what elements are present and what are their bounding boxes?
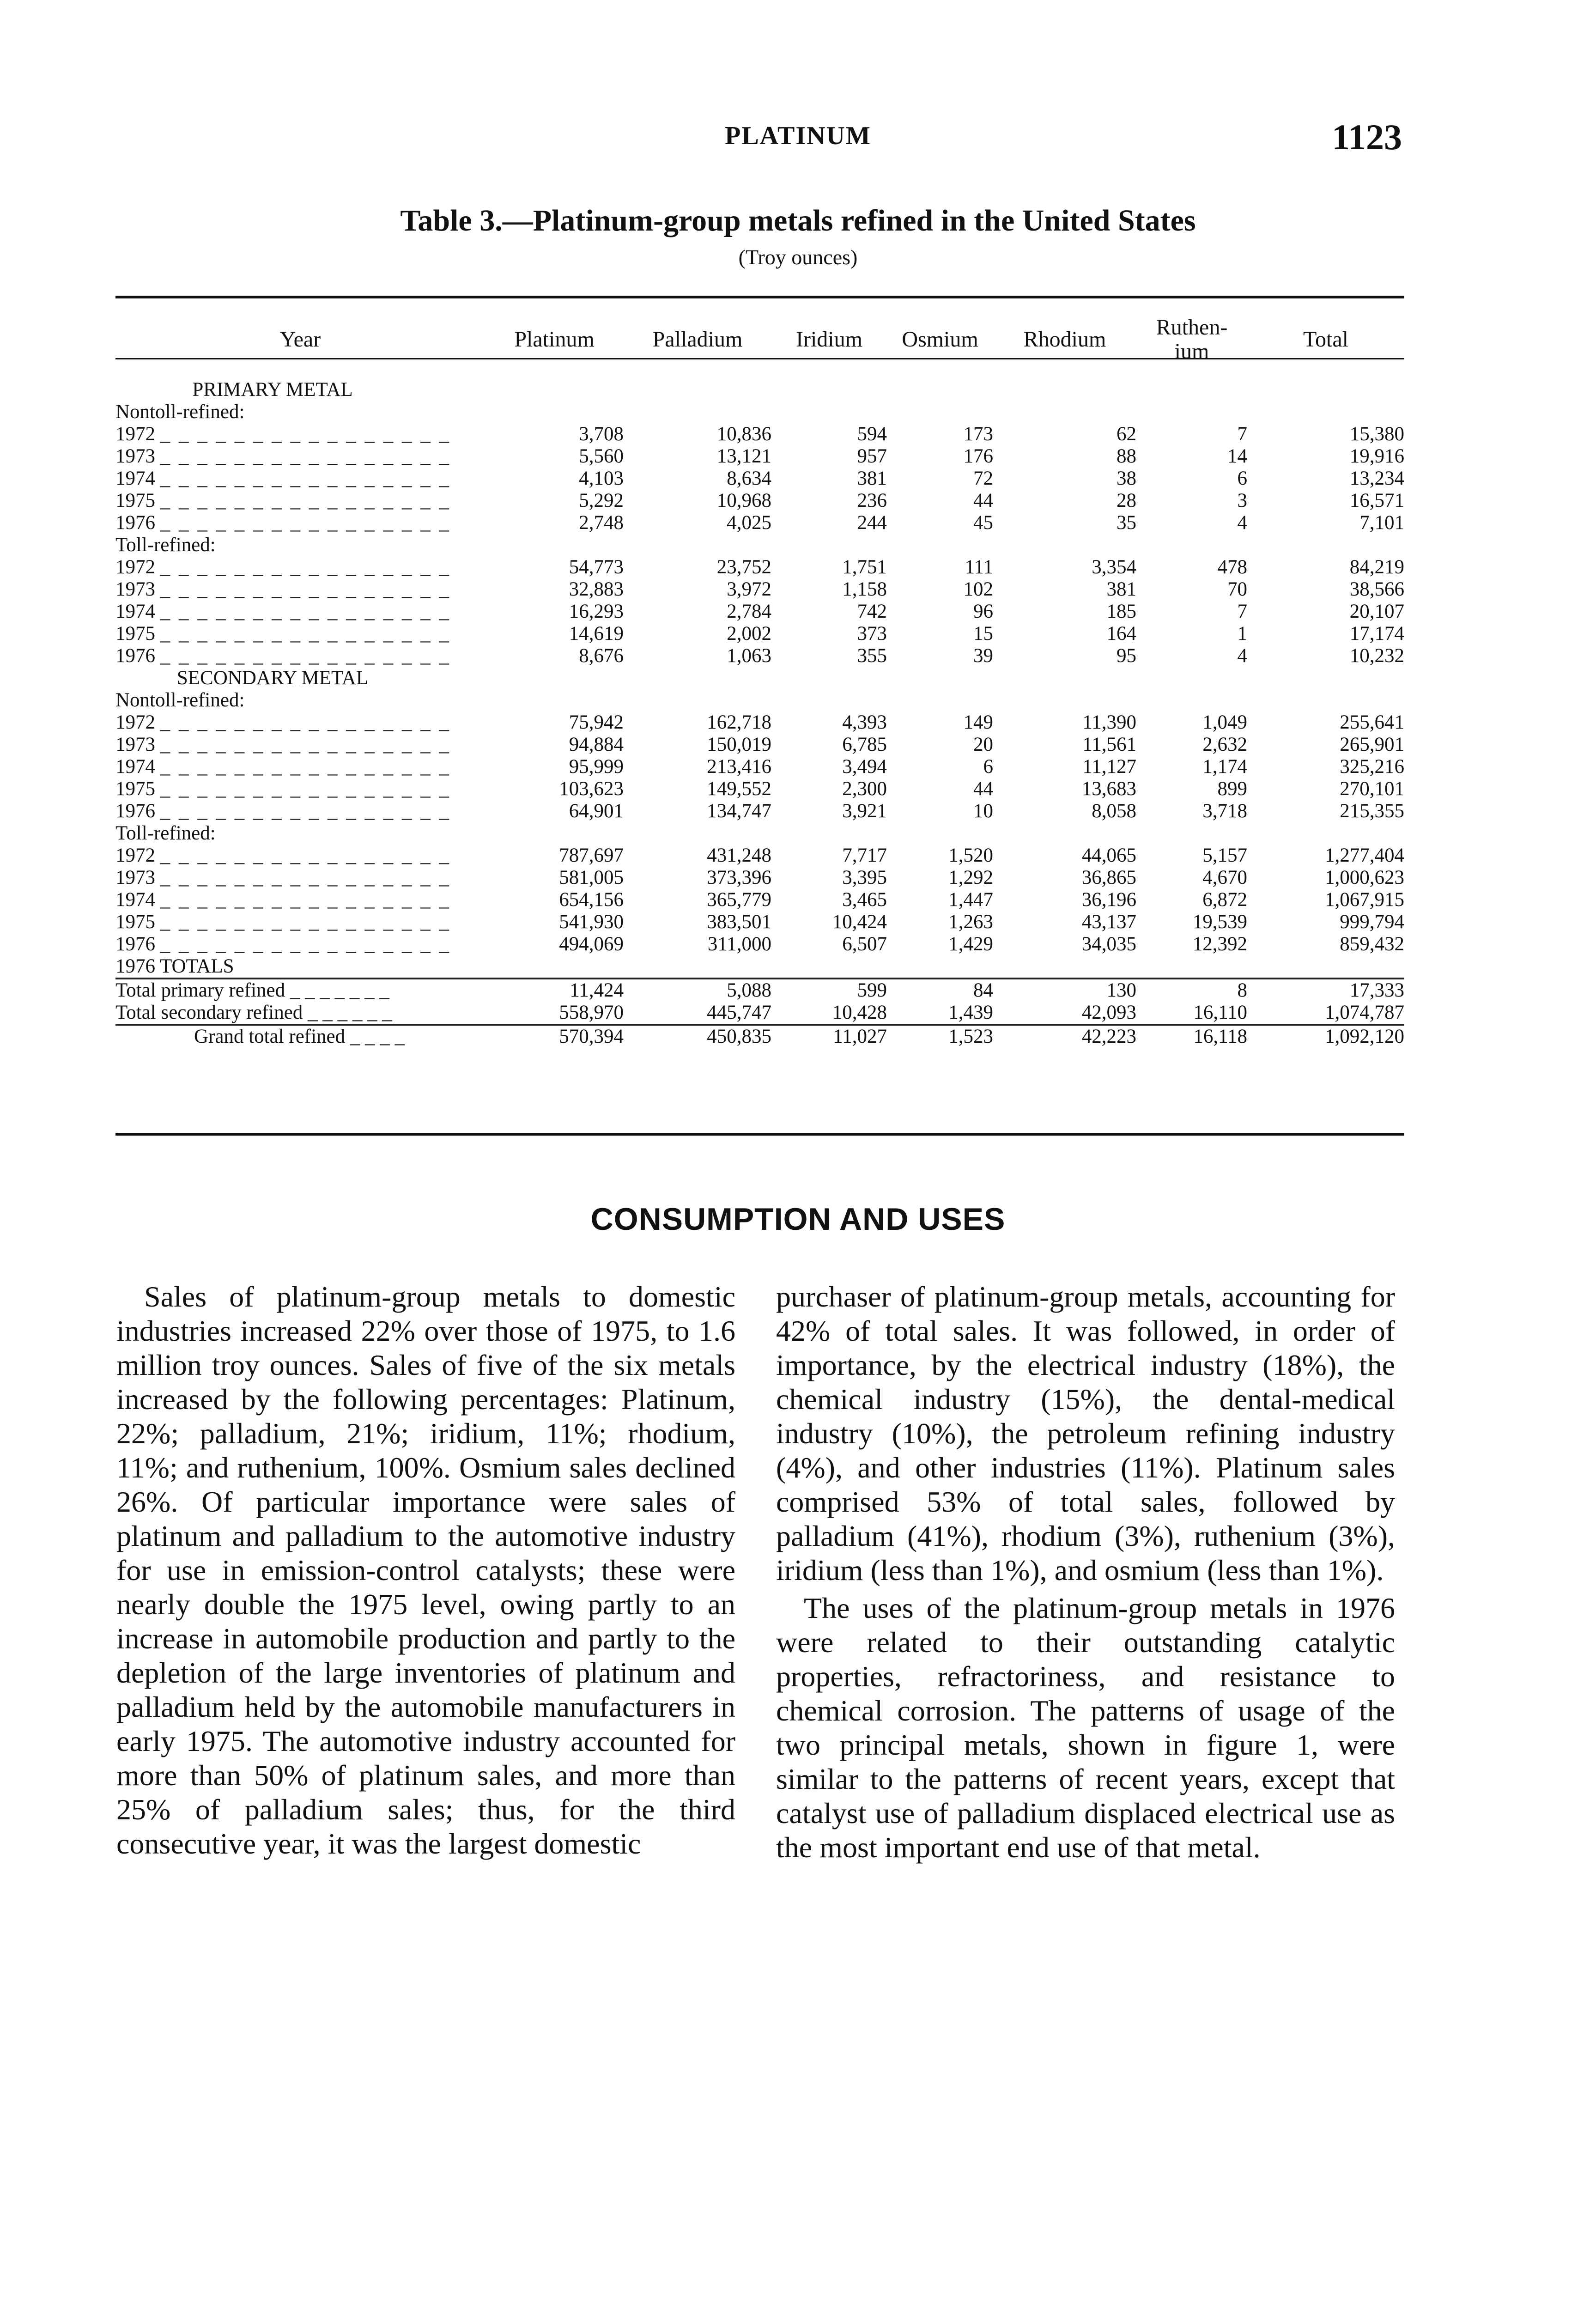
year-value: 1974 [115, 468, 155, 489]
value-cell: 1,063 [727, 645, 771, 667]
year-cell [115, 623, 485, 645]
table-header-row [115, 314, 1404, 365]
value-cell: 16,571 [1349, 490, 1404, 511]
dot-leader: _ _ _ _ _ _ _ _ _ _ _ _ _ _ _ _ [160, 756, 451, 778]
group-heading: Nontoll-refined: [115, 401, 245, 423]
platinum-group-table [115, 314, 1404, 1048]
table-row [115, 756, 1404, 778]
dot-leader: _ _ _ _ _ _ _ _ _ _ _ _ _ _ _ _ [160, 800, 451, 822]
value-cell: 111 [965, 556, 993, 578]
value-cell: 859,432 [1340, 933, 1404, 955]
value-cell: 450,835 [624, 1025, 771, 1048]
value-cell: 39 [973, 645, 993, 667]
grand-total-label-cell [115, 1025, 485, 1048]
dot-leader: _ _ _ _ _ _ _ [290, 979, 389, 1001]
value-cell: 383,501 [707, 911, 771, 933]
value-cell: 3,354 [1092, 556, 1136, 578]
value-cell: 162,718 [707, 711, 771, 733]
year-value: 1972 [115, 423, 155, 445]
value-cell: 16,110 [1193, 1002, 1247, 1023]
value-cell: 1,000,623 [1325, 867, 1404, 888]
totals-heading-row [115, 955, 1404, 979]
value-cell: 787,697 [559, 845, 624, 866]
table-row [115, 845, 1404, 867]
year-cell [115, 756, 485, 778]
value-cell: 6,785 [842, 734, 887, 755]
year-cell [115, 445, 485, 468]
value-cell: 3,494 [842, 756, 887, 778]
year-cell [115, 601, 485, 623]
dot-leader: _ _ _ _ _ _ _ _ _ _ _ _ _ _ _ _ [160, 601, 451, 622]
value-cell: 6 [983, 756, 993, 778]
total-row [115, 1002, 1404, 1025]
dot-leader: _ _ _ _ _ _ _ _ _ _ _ _ _ _ _ _ [160, 445, 451, 467]
body-column-left [116, 1280, 735, 1861]
value-cell: 10,428 [832, 1002, 887, 1023]
group-heading: Nontoll-refined: [115, 689, 245, 711]
col-header-year: Year [279, 327, 321, 352]
group-heading-row [115, 822, 1404, 845]
table-row [115, 889, 1404, 911]
value-cell: 130 [993, 979, 1136, 1002]
value-cell: 381 [1106, 578, 1136, 600]
dot-leader: _ _ _ _ _ _ [308, 1002, 392, 1023]
year-cell [115, 933, 485, 955]
year-value: 1973 [115, 578, 155, 600]
value-cell: 5,560 [579, 445, 624, 467]
value-cell: 102 [963, 578, 993, 600]
value-cell: 15 [973, 623, 993, 644]
dot-leader: _ _ _ _ _ _ _ _ _ _ _ _ _ _ _ _ [160, 933, 451, 955]
value-cell: 8,676 [579, 645, 624, 667]
value-cell: 570,394 [485, 1025, 624, 1048]
total-label-cell [115, 979, 485, 1002]
year-value: 1976 [115, 512, 155, 534]
year-value: 1974 [115, 756, 155, 778]
page-number: 1123 [1332, 117, 1402, 157]
paragraph: purchaser of platinum-group metals, accounting for 42% of total sales. It was followed, in order of importance, by the electrical industry (18%), the chemical industry (15%), the dental-medical industry (10%), the petroleum refining industry (4%), and other industries (11%). Platinum sales comprised 53% of total sales, followed by palladium (41%), rhodium (3%), ruthenium (3%), iridium (less than 1%), and osmium (less than 1%). [776, 1280, 1395, 1587]
value-cell: 1,447 [948, 889, 993, 911]
paragraph: Sales of platinum-group metals to domestic industries increased 22% over those of 1975, to 1.6 million troy ounces. Sales of five of the six metals increased by the following percentages: Platinum, 22%; palladium, 21%; iridium, 11%; rhodium, 11%; and ruthenium, 100%. Osmium sales declined 26%. Of particular importance were sales of platinum and palladium to the automotive industry for use in emission-control catalysts; these were nearly double the 1975 level, owing partly to an increase in automobile production and partly to the depletion of the large inventories of platinum and palladium held by the automobile manufacturers in early 1975. The automotive industry accounted for more than 50% of platinum sales, and more than 25% of palladium sales; thus, for the third consecutive year, it was the largest domestic [116, 1280, 735, 1860]
value-cell: 373 [857, 623, 887, 644]
col-header-rhodium: Rhodium [1023, 327, 1106, 352]
table-title: Table 3.—Platinum-group metals refined in the United States [400, 204, 1196, 237]
table-row [115, 556, 1404, 578]
value-cell: 213,416 [707, 756, 771, 778]
running-title: PLATINUM [725, 122, 871, 150]
total-row [115, 979, 1404, 1002]
value-cell: 36,196 [1081, 889, 1136, 911]
value-cell: 75,942 [569, 711, 624, 733]
value-cell: 10,836 [716, 423, 771, 445]
table-row [115, 800, 1404, 822]
table-row [115, 490, 1404, 512]
value-cell: 44 [973, 490, 993, 511]
col-header-iridium: Iridium [796, 327, 862, 352]
table-row [115, 578, 1404, 601]
table-bottom-rule [115, 1133, 1404, 1136]
value-cell: 215,355 [1340, 800, 1404, 822]
value-cell: 134,747 [707, 800, 771, 822]
value-cell: 541,930 [559, 911, 624, 933]
value-cell: 3,921 [842, 800, 887, 822]
value-cell: 19,916 [1349, 445, 1404, 467]
value-cell: 1,092,120 [1247, 1025, 1404, 1048]
value-cell: 54,773 [569, 556, 624, 578]
value-cell: 17,174 [1349, 623, 1404, 644]
value-cell: 1,429 [948, 933, 993, 955]
value-cell: 10,232 [1349, 645, 1404, 667]
value-cell: 44,065 [1081, 845, 1136, 866]
value-cell: 94,884 [569, 734, 624, 755]
value-cell: 4,670 [1202, 867, 1247, 888]
table-row [115, 867, 1404, 889]
value-cell: 42,093 [1081, 1002, 1136, 1023]
col-header-platinum: Platinum [514, 327, 595, 352]
year-cell [115, 423, 485, 445]
section-heading: SECONDARY METAL [176, 667, 369, 689]
year-value: 1975 [115, 911, 155, 933]
value-cell: 84,219 [1349, 556, 1404, 578]
value-cell: 42,223 [993, 1025, 1136, 1048]
value-cell: 478 [1217, 556, 1247, 578]
year-cell [115, 734, 485, 756]
value-cell: 1,292 [948, 867, 993, 888]
value-cell: 150,019 [707, 734, 771, 755]
value-cell: 355 [857, 645, 887, 667]
value-cell: 270,101 [1340, 778, 1404, 800]
value-cell: 6,872 [1202, 889, 1247, 911]
value-cell: 1,174 [1202, 756, 1247, 778]
dot-leader: _ _ _ _ _ _ _ _ _ _ _ _ _ _ _ _ [160, 778, 451, 800]
value-cell: 164 [1106, 623, 1136, 644]
dot-leader: _ _ _ _ _ _ _ _ _ _ _ _ _ _ _ _ [160, 423, 451, 445]
value-cell: 32,883 [569, 578, 624, 600]
value-cell: 6 [1237, 468, 1247, 489]
value-cell: 4 [1237, 512, 1247, 534]
value-cell: 594 [857, 423, 887, 445]
value-cell: 176 [963, 445, 993, 467]
year-cell [115, 778, 485, 800]
value-cell: 1,158 [842, 578, 887, 600]
value-cell: 38,566 [1349, 578, 1404, 600]
value-cell: 70 [1227, 578, 1247, 600]
grand-total-row [115, 1025, 1404, 1048]
value-cell: 5,088 [624, 979, 771, 1002]
col-header-ruthenium [1136, 314, 1247, 365]
value-cell: 957 [857, 445, 887, 467]
value-cell: 3,395 [842, 867, 887, 888]
year-cell [115, 556, 485, 578]
col-header-osmium: Osmium [902, 327, 978, 352]
value-cell: 2,784 [727, 601, 771, 622]
value-cell: 1,277,404 [1325, 845, 1404, 866]
value-cell: 494,069 [559, 933, 624, 955]
value-cell: 19,539 [1192, 911, 1247, 933]
value-cell: 45 [973, 512, 993, 534]
group-heading-row [115, 534, 1404, 556]
value-cell: 72 [973, 468, 993, 489]
value-cell: 365,779 [707, 889, 771, 911]
value-cell: 1,049 [1202, 711, 1247, 733]
value-cell: 103,623 [559, 778, 624, 800]
value-cell: 11,127 [1082, 756, 1136, 778]
col-header-palladium: Palladium [652, 327, 743, 352]
value-cell: 373,396 [707, 867, 771, 888]
value-cell: 95,999 [569, 756, 624, 778]
year-cell [115, 468, 485, 490]
value-cell: 34,035 [1081, 933, 1136, 955]
value-cell: 7,101 [1359, 512, 1404, 534]
value-cell: 1,751 [842, 556, 887, 578]
dot-leader: _ _ _ _ _ _ _ _ _ _ _ _ _ _ _ _ [160, 711, 451, 733]
table-row [115, 468, 1404, 490]
year-cell [115, 645, 485, 667]
value-cell: 1 [1237, 623, 1247, 644]
value-cell: 742 [857, 601, 887, 622]
year-cell [115, 711, 485, 734]
value-cell: 6,507 [842, 933, 887, 955]
section-heading-row [115, 379, 1404, 401]
value-cell: 14 [1227, 445, 1247, 467]
value-cell: 11,027 [771, 1025, 887, 1048]
value-cell: 8,058 [1092, 800, 1136, 822]
table-top-rule [115, 296, 1404, 298]
table-row [115, 423, 1404, 445]
dot-leader: _ _ _ _ _ _ _ _ _ _ _ _ _ _ _ _ [160, 623, 451, 644]
year-cell [115, 867, 485, 889]
spacer-row [115, 365, 1404, 379]
year-value: 1976 [115, 800, 155, 822]
total-label-cell [115, 1002, 485, 1025]
year-value: 1974 [115, 601, 155, 622]
value-cell: 899 [1217, 778, 1247, 800]
group-heading-row [115, 401, 1404, 423]
value-cell: 5,157 [1202, 845, 1247, 866]
value-cell: 62 [1117, 423, 1136, 445]
year-value: 1975 [115, 490, 155, 511]
col-header-total: Total [1303, 327, 1348, 352]
year-cell [115, 889, 485, 911]
value-cell: 4,025 [727, 512, 771, 534]
value-cell: 15,380 [1349, 423, 1404, 445]
table-units: (Troy ounces) [738, 245, 858, 269]
col-header-ruthenium-line1: Ruthen- [1156, 315, 1228, 340]
dot-leader: _ _ _ _ _ _ _ _ _ _ _ _ _ _ _ _ [160, 578, 451, 600]
total-label: Total secondary refined [115, 1002, 303, 1023]
year-value: 1972 [115, 556, 155, 578]
grand-total-label: Grand total refined [194, 1026, 346, 1047]
value-cell: 10 [973, 800, 993, 822]
value-cell: 2,002 [727, 623, 771, 644]
value-cell: 3,708 [579, 423, 624, 445]
value-cell: 1,074,787 [1325, 1002, 1404, 1023]
value-cell: 173 [963, 423, 993, 445]
value-cell: 431,248 [707, 845, 771, 866]
value-cell: 8 [1136, 979, 1247, 1002]
value-cell: 3,972 [727, 578, 771, 600]
paragraph: The uses of the platinum-group metals in 1976 were related to their outstanding catalytic properties, refractoriness, and resistance to chemical corrosion. The patterns of usage of the two principal metals, shown in figure 1, were similar to the patterns of recent years, except that catalyst use of palladium displaced electrical use as the most important end use of that metal. [776, 1592, 1395, 1864]
value-cell: 581,005 [559, 867, 624, 888]
year-value: 1973 [115, 445, 155, 467]
year-value: 1976 [115, 933, 155, 955]
value-cell: 1,523 [887, 1025, 993, 1048]
value-cell: 2,300 [842, 778, 887, 800]
section-heading-row [115, 667, 1404, 689]
year-cell [115, 800, 485, 822]
value-cell: 23,752 [716, 556, 771, 578]
year-cell [115, 512, 485, 534]
value-cell: 20 [973, 734, 993, 755]
dot-leader: _ _ _ _ _ _ _ _ _ _ _ _ _ _ _ _ [160, 889, 451, 911]
value-cell: 11,561 [1082, 734, 1136, 755]
value-cell: 599 [771, 979, 887, 1002]
year-value: 1976 [115, 645, 155, 667]
value-cell: 3,465 [842, 889, 887, 911]
value-cell: 13,234 [1349, 468, 1404, 489]
section-title: CONSUMPTION AND USES [590, 1202, 1006, 1237]
dot-leader: _ _ _ _ _ _ _ _ _ _ _ _ _ _ _ _ [160, 911, 451, 933]
value-cell: 28 [1117, 490, 1136, 511]
table-row [115, 911, 1404, 933]
value-cell: 84 [887, 979, 993, 1002]
year-cell [115, 911, 485, 933]
dot-leader: _ _ _ _ _ _ _ _ _ _ _ _ _ _ _ _ [160, 490, 451, 511]
dot-leader: _ _ _ _ _ _ _ _ _ _ _ _ _ _ _ _ [160, 845, 451, 866]
value-cell: 16,293 [569, 601, 624, 622]
value-cell: 7,717 [842, 845, 887, 866]
year-value: 1975 [115, 623, 155, 644]
value-cell: 43,137 [1081, 911, 1136, 933]
value-cell: 4,393 [842, 711, 887, 733]
dot-leader: _ _ _ _ _ _ _ _ _ _ _ _ _ _ _ _ [160, 867, 451, 888]
value-cell: 11,390 [1082, 711, 1136, 733]
value-cell: 7 [1237, 423, 1247, 445]
year-value: 1975 [115, 778, 155, 800]
value-cell: 10,424 [832, 911, 887, 933]
dot-leader: _ _ _ _ [350, 1026, 405, 1047]
value-cell: 13,121 [716, 445, 771, 467]
value-cell: 35 [1117, 512, 1136, 534]
table-body [115, 365, 1404, 1048]
value-cell: 10,968 [716, 490, 771, 511]
dot-leader: _ _ _ _ _ _ _ _ _ _ _ _ _ _ _ _ [160, 512, 451, 534]
body-column-right [776, 1280, 1395, 1865]
value-cell: 244 [857, 512, 887, 534]
value-cell: 64,901 [569, 800, 624, 822]
section-heading: PRIMARY METAL [192, 379, 353, 401]
table-row [115, 933, 1404, 955]
value-cell: 36,865 [1081, 867, 1136, 888]
value-cell: 13,683 [1081, 778, 1136, 800]
value-cell: 38 [1117, 468, 1136, 489]
value-cell: 381 [857, 468, 887, 489]
value-cell: 558,970 [559, 1002, 624, 1023]
value-cell: 8,634 [727, 468, 771, 489]
value-cell: 265,901 [1340, 734, 1404, 755]
value-cell: 96 [973, 601, 993, 622]
table-row [115, 778, 1404, 800]
value-cell: 3,718 [1202, 800, 1247, 822]
group-heading: Toll-refined: [115, 822, 216, 844]
year-value: 1974 [115, 889, 155, 911]
value-cell: 11,424 [485, 979, 624, 1002]
table-row [115, 734, 1404, 756]
table-row [115, 645, 1404, 667]
dot-leader: _ _ _ _ _ _ _ _ _ _ _ _ _ _ _ _ [160, 468, 451, 489]
total-label: Total primary refined [115, 979, 285, 1001]
value-cell: 445,747 [707, 1002, 771, 1023]
page-header [0, 116, 1596, 167]
value-cell: 3 [1237, 490, 1247, 511]
year-value: 1973 [115, 734, 155, 755]
dot-leader: _ _ _ _ _ _ _ _ _ _ _ _ _ _ _ _ [160, 645, 451, 667]
value-cell: 185 [1106, 601, 1136, 622]
value-cell: 149,552 [707, 778, 771, 800]
value-cell: 7 [1237, 601, 1247, 622]
value-cell: 14,619 [569, 623, 624, 644]
value-cell: 1,520 [948, 845, 993, 866]
value-cell: 325,216 [1340, 756, 1404, 778]
value-cell: 255,641 [1340, 711, 1404, 733]
col-header-ruthenium-line2: ium [1174, 339, 1209, 364]
year-value: 1972 [115, 711, 155, 733]
year-cell [115, 578, 485, 601]
value-cell: 5,292 [579, 490, 624, 511]
value-cell: 999,794 [1340, 911, 1404, 933]
year-value: 1972 [115, 845, 155, 866]
value-cell: 236 [857, 490, 887, 511]
dot-leader: _ _ _ _ _ _ _ _ _ _ _ _ _ _ _ _ [160, 556, 451, 578]
value-cell: 88 [1117, 445, 1136, 467]
value-cell: 149 [963, 711, 993, 733]
value-cell: 17,333 [1247, 979, 1404, 1002]
year-cell [115, 845, 485, 867]
value-cell: 44 [973, 778, 993, 800]
value-cell: 20,107 [1349, 601, 1404, 622]
value-cell: 311,000 [707, 933, 771, 955]
value-cell: 4,103 [579, 468, 624, 489]
value-cell: 1,263 [948, 911, 993, 933]
value-cell: 95 [1117, 645, 1136, 667]
table-row [115, 512, 1404, 534]
group-heading: Toll-refined: [115, 534, 216, 556]
value-cell: 1,067,915 [1325, 889, 1404, 911]
value-cell: 654,156 [559, 889, 624, 911]
value-cell: 2,632 [1202, 734, 1247, 755]
year-cell [115, 490, 485, 512]
table-row [115, 601, 1404, 623]
value-cell: 2,748 [579, 512, 624, 534]
value-cell: 12,392 [1192, 933, 1247, 955]
value-cell: 4 [1237, 645, 1247, 667]
table-row [115, 711, 1404, 734]
table-row [115, 623, 1404, 645]
dot-leader: _ _ _ _ _ _ _ _ _ _ _ _ _ _ _ _ [160, 734, 451, 755]
table-row [115, 445, 1404, 468]
value-cell: 16,118 [1136, 1025, 1247, 1048]
group-heading-row [115, 689, 1404, 711]
year-value: 1973 [115, 867, 155, 888]
totals-heading: 1976 TOTALS [115, 955, 234, 977]
value-cell: 1,439 [948, 1002, 993, 1023]
